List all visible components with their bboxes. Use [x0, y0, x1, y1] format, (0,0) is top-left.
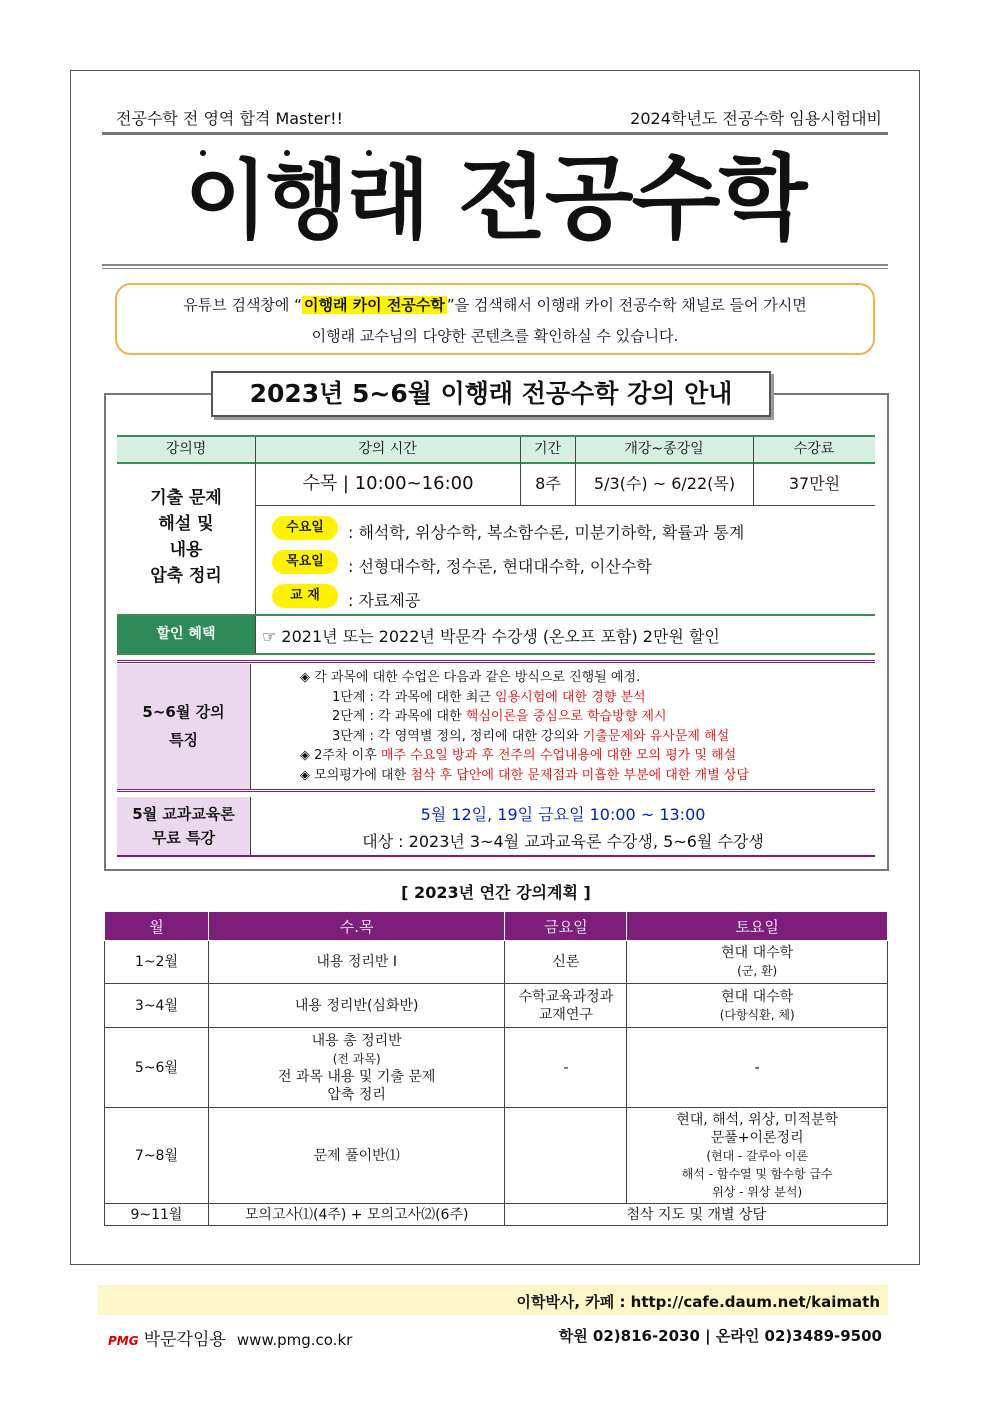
main-title [102, 140, 888, 258]
youtube-notice [115, 283, 875, 355]
annual-table [104, 911, 888, 1226]
col-dates: 개강~종강일 [624, 441, 704, 457]
course-name: 기출 문제 해설 및 내용 압축 정리 [150, 488, 222, 586]
header-bar [102, 102, 888, 135]
discount-text: ☞ 2021년 또는 2022년 박문각 수강생 (온오프 포함) 2만원 할인 [262, 627, 720, 646]
annual-col-thu: 수.목 [208, 912, 505, 941]
title-subject: 전공수학 [457, 145, 806, 252]
annual-col-fri: 금요일 [505, 912, 627, 941]
brand-website[interactable]: www.pmg.co.kr [236, 1331, 353, 1349]
brand-name: 박문각임용 [143, 1330, 226, 1350]
table-row: 7~8월 문제 풀이반⑴ 현대, 해석, 위상, 미적분학 문풀+이론정리 (현대 - 갈루아 이론 해석 - 함수열 및 함수항 급수 위상 - 위상 분석) [105, 1108, 888, 1204]
annual-heading: [ 2023년 연간 강의계획 ] [401, 883, 591, 902]
label-thursday: 목요일 [272, 550, 338, 574]
col-course-name: 강의명 [165, 441, 207, 457]
lecture-heading: 2023년 5~6월 이행래 전공수학 강의 안내 [211, 371, 771, 417]
notice-text-post: ”을 검색해서 이행래 카이 전공수학 채널로 들어 가시면 [446, 296, 807, 314]
table-row: 3~4월 내용 정리반(심화반) 수학교육과정과 교재연구 현대 대수학 (다항식환, 체) [105, 984, 888, 1028]
lecture-dates: 5/3(수) ~ 6/22(목) [593, 474, 736, 493]
lecture-period: 8주 [535, 474, 561, 493]
pmg-logo: PMG [108, 1334, 139, 1348]
annual-header-row [105, 912, 888, 941]
label-wednesday: 수요일 [272, 516, 338, 540]
special-date: 5월 12일, 19일 금요일 10:00 ~ 13:00 [420, 805, 706, 824]
features-list [300, 668, 749, 785]
notice-line-2: 이행래 교수님의 다양한 콘텐츠를 확인하실 수 있습니다. [311, 327, 679, 345]
label-textbook: 교 재 [272, 584, 338, 608]
header-slogan: 전공수학 전 영역 합격 Master!! [116, 109, 343, 128]
footer-phones: 학원 02)816-2030 | 온라인 02)3489-9500 [558, 1327, 882, 1345]
wednesday-subjects: : 해석학, 위상수학, 복소함수론, 미분기하학, 확률과 통계 [348, 523, 745, 542]
notice-highlight: 이행래 카이 전공수학 [303, 296, 445, 314]
discount-label: 할인 혜택 [117, 616, 255, 653]
col-time: 강의 시간 [358, 441, 417, 457]
feature-intro: ◈ 각 과목에 대한 수업은 다음과 같은 방식으로 진행될 예정. [300, 670, 641, 685]
title-name: 이행래 [184, 151, 428, 251]
textbook-info: : 자료제공 [348, 591, 421, 610]
lecture-fee: 37만원 [788, 474, 841, 493]
feature-weekly-eval: ◈ 2주차 이후 매주 수요일 방과 후 전주의 수업내용에 대한 모의 평가 및 해설 [300, 748, 737, 763]
notice-text-pre: 유튜브 검색창에 “ [183, 296, 302, 314]
annual-col-sat: 토요일 [627, 912, 888, 941]
col-fee: 수강료 [793, 441, 835, 457]
footer-brand [108, 1325, 352, 1350]
table-row: 5~6월 내용 총 정리반 (전 과목) 전 과목 내용 및 기출 문제 압축 정리 - - [105, 1028, 888, 1108]
col-period: 기간 [533, 441, 562, 457]
lecture-table-header [117, 435, 875, 464]
footer-cafe: 이학박사, 카페 : http://cafe.daum.net/kaimath [516, 1293, 880, 1311]
footer-contact-bar [98, 1285, 888, 1315]
title-divider [102, 264, 888, 269]
feature-step-1: 1단계 : 각 과목에 대한 최근 임용시험에 대한 경향 분석 [332, 689, 646, 705]
table-row: 1~2월 내용 정리반 Ⅰ 신론 현대 대수학 (군, 환) [105, 941, 888, 984]
header-subtitle: 2024학년도 전공수학 임용시험대비 [630, 109, 882, 128]
features-label: 5~6월 강의 특징 [117, 664, 250, 789]
annual-col-month: 월 [105, 912, 209, 941]
thursday-subjects: : 선형대수학, 정수론, 현대대수학, 이산수학 [348, 557, 652, 576]
feature-step-2: 2단계 : 각 과목에 대한 핵심이론을 중심으로 학습방향 제시 [332, 709, 667, 724]
special-target: 대상 : 2023년 3~4월 교과교육론 수강생, 5~6월 수강생 [362, 832, 764, 851]
lecture-time: 수목 | 10:00~16:00 [302, 473, 474, 494]
feature-consult: ◈ 모의평가에 대한 첨삭 후 답안에 대한 문제점과 미흡한 부분에 대한 개별 상담 [300, 767, 749, 783]
special-label: 5월 교과교육론 무료 특강 [117, 797, 250, 855]
table-row: 9~11월 모의고사⑴(4주) + 모의고사⑵(6주) 첨삭 지도 및 개별 상담 [105, 1204, 888, 1226]
feature-step-3: 3단계 : 각 영역별 정의, 정리에 대한 강의와 기출문제와 유사문제 해설 [332, 728, 730, 744]
